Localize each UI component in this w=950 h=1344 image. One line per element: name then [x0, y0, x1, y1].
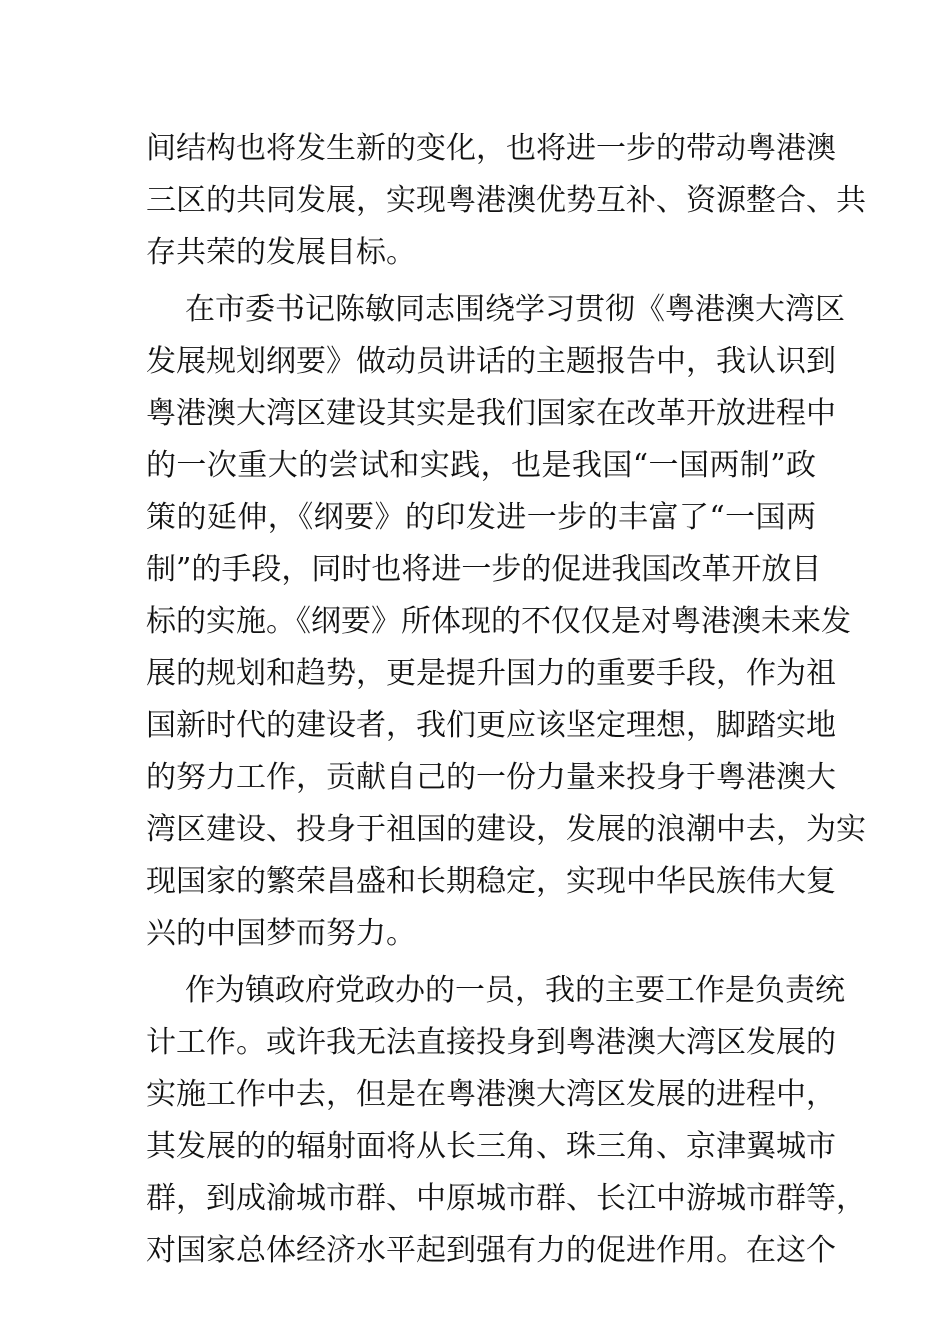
text-line: 群，到成渝城市群、中原城市群、长江中游城市群等，	[146, 1181, 866, 1216]
text-line: 其发展的的辐射面将从长三角、珠三角、京津翼城市	[146, 1129, 836, 1164]
text-line: 湾区建设、投身于祖国的建设，发展的浪潮中去，为实	[146, 812, 866, 847]
text-line: 存共荣的发展目标。	[146, 235, 416, 270]
text-line: 的努力工作，贡献自己的一份力量来投身于粤港澳大	[146, 760, 836, 795]
text-line: 间结构也将发生新的变化，也将进一步的带动粤港澳	[146, 131, 836, 166]
text-line: 展的规划和趋势，更是提升国力的重要手段，作为祖	[146, 656, 836, 691]
text-line: 三区的共同发展，实现粤港澳优势互补、资源整合、共	[146, 183, 866, 218]
text-line: 制”的手段，同时也将进一步的促进我国改革开放目	[146, 552, 822, 587]
text-line: 实施工作中去，但是在粤港澳大湾区发展的进程中，	[146, 1077, 836, 1112]
text-line: 在市委书记陈敏同志围绕学习贯彻《粤港澳大湾区	[185, 292, 845, 327]
text-line: 对国家总体经济水平起到强有力的促进作用。在这个	[146, 1233, 836, 1268]
text-line: 发展规划纲要》做动员讲话的主题报告中，我认识到	[146, 344, 836, 379]
text-line: 现国家的繁荣昌盛和长期稳定，实现中华民族伟大复	[146, 864, 836, 899]
text-line: 标的实施。《纲要》所体现的不仅仅是对粤港澳未来发	[146, 604, 851, 639]
text-line: 粤港澳大湾区建设其实是我们国家在改革开放进程中	[146, 396, 836, 431]
text-line: 的一次重大的尝试和实践，也是我国“一国两制”政	[146, 448, 816, 483]
text-line: 国新时代的建设者，我们更应该坚定理想，脚踏实地	[146, 708, 836, 743]
text-line: 作为镇政府党政办的一员，我的主要工作是负责统	[185, 973, 845, 1008]
text-line: 策的延伸，《纲要》的印发进一步的丰富了“一国两	[146, 500, 816, 535]
text-line: 兴的中国梦而努力。	[146, 916, 416, 951]
text-line: 计工作。或许我无法直接投身到粤港澳大湾区发展的	[146, 1025, 836, 1060]
